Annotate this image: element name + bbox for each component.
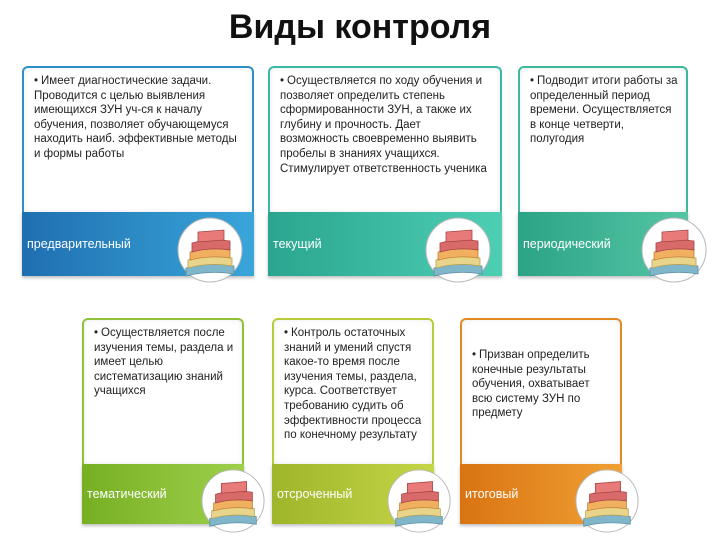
card-description-text: Подводит итоги работы за определенный период времени. Осуществляется в конце четверти, полугодия (530, 75, 678, 146)
card-description: • Контроль остаточных знаний и умений спустя какое-то время после изучения темы, раздела, курса. Соответствует требованию судить об эффективности процесса по конечному результату (272, 318, 434, 464)
books-icon (640, 216, 708, 284)
card-label: текущий (273, 237, 322, 251)
books-icon (574, 468, 640, 534)
card-description-text: Осуществляется по ходу обучения и позволяет определить степень сформированности ЗУН, а также их глубину и прочность. Дает возможность своевременно выявить пробелы в знаниях учащихся. Стимулирует ответственность ученика (280, 75, 487, 175)
card-description: • Призван определить конечные результаты обучения, охватывает всю систему ЗУН по предмету (460, 318, 622, 464)
page-title: Виды контроля (228, 8, 492, 46)
card-description: • Осуществляется по ходу обучения и позволяет определить степень сформированности ЗУН, а также их глубину и прочность. Дает возможность своевременно выявить пробелы в знаниях учащихся. Стимулирует ответственность ученика (268, 66, 502, 212)
card-description-text: Осуществляется после изучения темы, раздела и имеет целью систематизацию знаний учащихся (94, 327, 234, 398)
card-description-text: Имеет диагностические задачи. Проводится с целью выявления имеющихся ЗУН уч-ся к началу обучения, позволяет обучающемуся находить наиб. эффективные методы и формы работы (34, 75, 237, 160)
books-icon (200, 468, 266, 534)
card-description-text: Призван определить конечные результаты обучения, охватывает всю систему ЗУН по предмету (472, 349, 590, 420)
books-icon (386, 468, 452, 534)
card-description: • Подводит итоги работы за определенный период времени. Осуществляется в конце четверти, полугодия (518, 66, 688, 212)
books-icon (176, 216, 244, 284)
card-description: • Осуществляется после изучения темы, раздела и имеет целью систематизацию знаний учащихся (82, 318, 244, 464)
card-label: тематический (87, 487, 167, 501)
card-description-text: Контроль остаточных знаний и умений спустя какое-то время после изучения темы, раздела, курса. Соответствует требованию судить об эффективности процесса по конечному результату (284, 327, 422, 442)
card-description: • Имеет диагностические задачи. Проводится с целью выявления имеющихся ЗУН уч-ся к началу обучения, позволяет обучающемуся находить наиб. эффективные методы и формы работы (22, 66, 254, 212)
card-label: отсроченный (277, 487, 353, 501)
card-label: периодический (523, 237, 611, 251)
card-label: итоговый (465, 487, 519, 501)
books-icon (424, 216, 492, 284)
card-label: предварительный (27, 237, 131, 251)
